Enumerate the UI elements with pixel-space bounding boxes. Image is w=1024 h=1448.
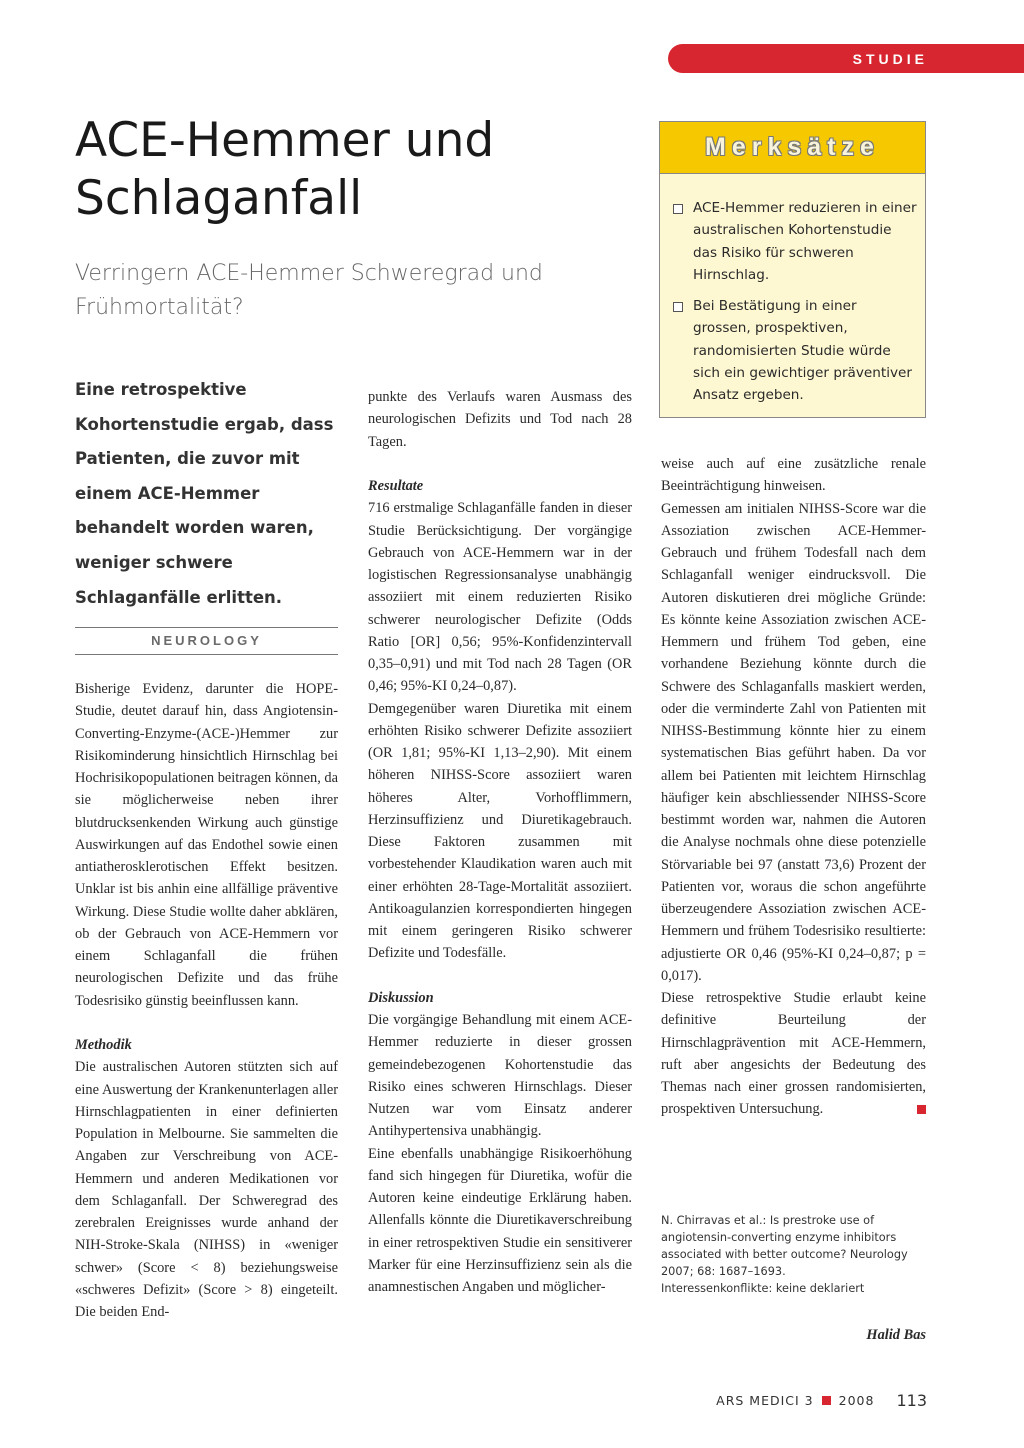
title-line-1: ACE-Hemmer und — [75, 113, 495, 168]
section-tab-label: STUDIE — [852, 50, 928, 67]
page-footer — [700, 1388, 927, 1412]
conflicts-of-interest: Interessenkonflikte: keine deklariert — [661, 1282, 865, 1295]
intro-paragraph: Bisherige Evidenz, darunter die HOPE-Studie, deutet darauf hin, dass Angiotensin-Converting-Enzyme-(ACE-)Hemmer zur Risikominderung hinsichtlich Hirnschlag bei Hochrisikopopulationen beitragen können, da sie möglicherweise neben ihrer blutdrucksenkenden Wirkung auch günstige Auswirkungen auf das Endothel sowie einen antiatherosklerotischen Effekt besitzen. Unklar ist bis anhin eine allfällige präventive Wirkung. Diese Studie wollte daher abklären, ob der Gebrauch von ACE-Hemmern vor einem Schlaganfall die frühen neurologischen Defizite und das frühe Todesrisiko günstig beeinflussen kann. — [75, 681, 338, 1009]
methodik-continued: punkte des Verlaufs waren Ausmass des neurologischen Defizits und Tod nach 28 Tagen. — [368, 389, 632, 450]
diskussion-heading: Diskussion — [368, 989, 434, 1006]
column-2 — [368, 386, 632, 1298]
list-item — [672, 197, 917, 286]
column-1 — [75, 678, 338, 1323]
diskussion-paragraph-4-text: Diese retrospektive Studie erlaubt keine definitive Beurteilung der Hirnschlagprävention mit ACE-Hemmern, ruft aber angesichts der Bedeutung des Themas nach einer grossen randomisierten, prospektiven Untersuchung. — [661, 990, 926, 1118]
lead-paragraph: Eine retrospektive Kohortenstudie ergab, dass Patienten, die zuvor mit einem ACE-Hemmer behandelt worden waren, weniger schwere Schlaganfälle erlitten. — [75, 380, 334, 607]
separator-square-icon — [822, 1396, 831, 1405]
checkbox-square-icon — [673, 302, 683, 312]
diskussion-paragraph-3: Gemessen am initialen NIHSS-Score war die Assoziation zwischen ACE-Hemmer-Gebrauch und frühem Todesfall nach dem Schlaganfall weniger eindrucksvoll. Die Autoren diskutieren drei mögliche Gründe: Es könnte keine Assoziation zwischen ACE-Hemmern und frühem Tod geben, eine vorhandene Beziehung könnte durch die Schwere des Schlaganfalls maskiert werden, oder die verminderte Zahl von Patienten mit NIHSS-Bestimmung könnte hier zu einem systematischen Bias geführt haben. Da vor allem bei Patienten mit leichtem Hirnschlag häufiger kein abschliessender NIHSS-Score bestimmt worden war, nahmen die Autoren die Analyse nochmals ohne diese potenzielle Störvariable bei 97 (anstatt 73,6) Prozent der Patienten vor, woraus die schon angeführte überzeugendere Assoziation zwischen ACE-Hemmern und frühem Todesrisiko resultierte: adjustierte OR 0,46 (95%-KI 0,24–0,87; p = 0,017). — [661, 500, 926, 984]
resultate-paragraph-1: 716 erstmalige Schlaganfälle fanden in dieser Studie Berücksichtigung. Der vorgängige Gebrauch von ACE-Hemmern war in der logistischen Regressionsanalyse unabhängig assoziiert mit einem reduzierten Risiko schwerer neurologischer Defizite (Odds Ratio [OR] 0,56; 95%-Konfidenzintervall 0,35–0,91) und mit Tod nach 28 Tagen (OR 0,46; 95%-KI 0,24–0,87). — [368, 500, 632, 695]
merksatz-text: Bei Bestätigung in einer grossen, prospektiven, randomisierten Studie würde sich ein gewichtiger präventiver Ansatz ergeben. — [693, 298, 913, 404]
diskussion-continued: weise auch auf eine zusätzliche renale Beeinträchtigung hinweisen. — [661, 456, 926, 495]
journal-name: ARS MEDICI 3 — [716, 1392, 814, 1408]
checkbox-square-icon — [673, 204, 683, 214]
merksaetze-title: Merksätze — [705, 133, 880, 161]
page-number: 113 — [896, 1390, 927, 1410]
methodik-heading: Methodik — [75, 1037, 132, 1053]
merksaetze-header — [660, 122, 925, 174]
methodik-paragraph: Die australischen Autoren stützten sich auf eine Auswertung der Krankenunterlagen aller Hirnschlagpatienten in einer definierten Population in Melbourne. Sie sammelten die Angaben zur Verschreibung von ACE-Hemmern und anderen Medikationen vor dem Schlaganfall. Der Schweregrad des zerebralen Ereignisses wurde anhand der NIH-Stroke-Skala (NIHSS) in «weniger schwer» (Score < 8) beziehungsweise «schweres Defizit» (Score > 8) eingeteilt. Die beiden End- — [75, 1059, 338, 1320]
merksaetze-list — [672, 197, 917, 416]
column-3 — [661, 453, 926, 1121]
author-name: Halid Bas — [866, 1327, 926, 1343]
reference-citation: N. Chirravas et al.: Is prestroke use of angiotensin-converting enzyme inhibitors associated with better outcome? Neurology 2007; 68: 1687–1693. — [661, 1214, 908, 1278]
page-title — [75, 112, 635, 228]
diskussion-paragraph-2: Eine ebenfalls unabhängige Risikoerhöhung fand sich hingegen für Diuretika, wofür die Autoren keine eindeutige Erklärung haben. Allenfalls könnte die Diuretikaverschreibung in einer retrospektiven Studie ein sensitiverer Marker für eine Herzinsuffizienz sein als die anamnestischen Angaben und möglicher- — [368, 1145, 632, 1295]
resultate-heading: Resultate — [368, 478, 424, 494]
journal-year: 2008 — [838, 1392, 875, 1408]
diskussion-paragraph-4 — [661, 987, 926, 1121]
page-subtitle: Verringern ACE-Hemmer Schweregrad und Frühmortalität? — [75, 261, 543, 320]
diskussion-paragraph-1: Die vorgängige Behandlung mit einem ACE-Hemmer reduzierte in dieser grossen gemeindebezogenen Kohortenstudie das Risiko eines schweren Hirnschlags. Dieser Nutzen war vom Einsatz anderer Antihypertensiva unabhängig. — [368, 1012, 632, 1140]
end-of-article-icon — [917, 1105, 926, 1114]
merksaetze-box — [659, 121, 926, 418]
merksatz-text: ACE-Hemmer reduzieren in einer australischen Kohortenstudie das Risiko für schweren Hirnschlag. — [693, 200, 917, 283]
title-line-2: Schlaganfall — [75, 171, 363, 226]
section-label: NEUROLOGY — [75, 627, 338, 655]
section-tab — [668, 44, 1024, 73]
list-item — [672, 295, 917, 406]
resultate-paragraph-2: Demgegenüber waren Diuretika mit einem erhöhten Risiko schwerer Defizite assoziiert (OR 1,81; 95%-KI 1,13–2,90). Mit einem höheren NIHSS-Score assoziiert waren höheres Alter, Vorhofflimmern, Herzinsuffizienz und Diuretikagebrauch. Diese Faktoren zusammen mit vorbestehender Klaudikation waren auch mit einer erhöhten 28-Tage-Mortalität assoziiert. Antikoagulanzien korrespondierten hingegen mit einem geringeren Risiko schwerer Defizite und Todesfälle. — [368, 700, 632, 962]
